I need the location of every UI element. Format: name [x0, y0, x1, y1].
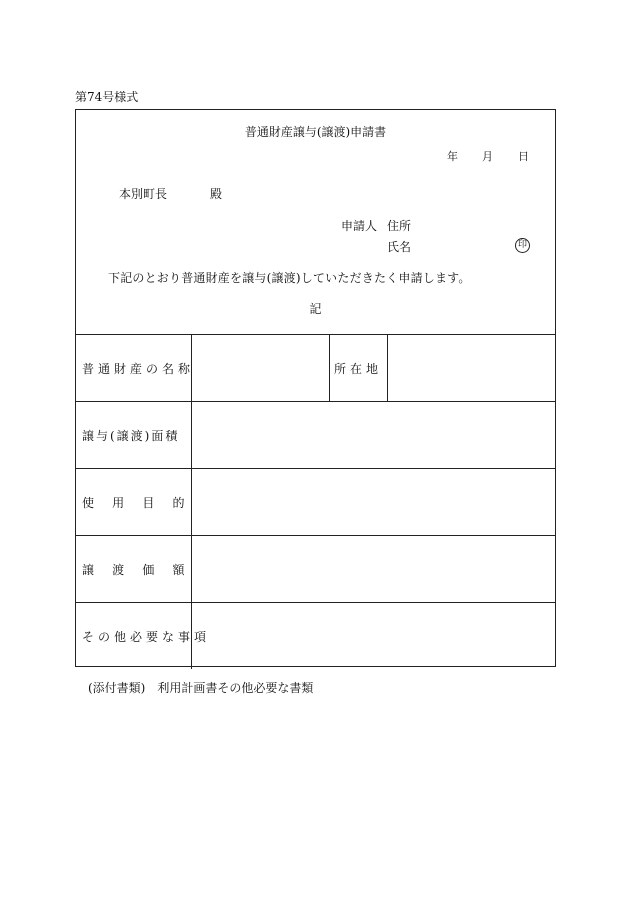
- price-label-char: 渡: [112, 562, 125, 577]
- location-field[interactable]: [387, 335, 555, 402]
- address-label: 住所: [387, 219, 412, 233]
- purpose-label-char: 的: [172, 495, 185, 510]
- applicant-label: 申請人: [341, 219, 378, 233]
- table-row: [76, 469, 555, 536]
- request-statement: 下記のとおり普通財産を譲与(譲渡)していただきたく申請します。: [108, 271, 471, 285]
- property-name-field[interactable]: [191, 335, 329, 402]
- seal-mark-icon: 印: [515, 238, 530, 253]
- purpose-label-char: 使: [82, 495, 95, 510]
- purpose-label-char: 用: [112, 495, 125, 510]
- purpose-label: [76, 469, 191, 536]
- purpose-field[interactable]: [191, 469, 555, 536]
- form-number: 第74号様式: [75, 90, 139, 104]
- attachments-note: (添付書類) 利用計画書その他必要な書類: [88, 681, 314, 695]
- name-label: 氏名: [387, 240, 412, 254]
- table-row: [76, 335, 555, 402]
- table-row: [76, 603, 555, 670]
- ki-heading: 記: [309, 302, 322, 316]
- fields-table: [76, 335, 555, 669]
- property-name-label: 普通財産の名称: [76, 335, 191, 402]
- form-header: [76, 110, 555, 335]
- addressee: 本別町長: [119, 187, 168, 201]
- price-field[interactable]: [191, 536, 555, 603]
- date-day-label: 日: [518, 150, 529, 163]
- purpose-label-char: 目: [142, 495, 155, 510]
- date-month-label: 月: [482, 150, 493, 163]
- price-label: [76, 536, 191, 603]
- price-label-char: 価: [142, 562, 155, 577]
- honorific: 殿: [210, 187, 223, 201]
- table-row: [76, 536, 555, 603]
- table-row: [76, 402, 555, 469]
- location-label: 所在地: [329, 335, 387, 402]
- form-title: 普通財産譲与(譲渡)申請書: [244, 125, 387, 139]
- area-field[interactable]: [191, 402, 555, 469]
- price-label-char: 譲: [82, 562, 95, 577]
- application-form: [75, 109, 556, 667]
- date-year-label: 年: [447, 150, 458, 163]
- area-label: 譲与(譲渡)面積: [76, 402, 191, 469]
- price-label-char: 額: [172, 562, 185, 577]
- other-matters-field[interactable]: [191, 603, 555, 670]
- other-matters-label: その他必要な事項: [76, 603, 191, 670]
